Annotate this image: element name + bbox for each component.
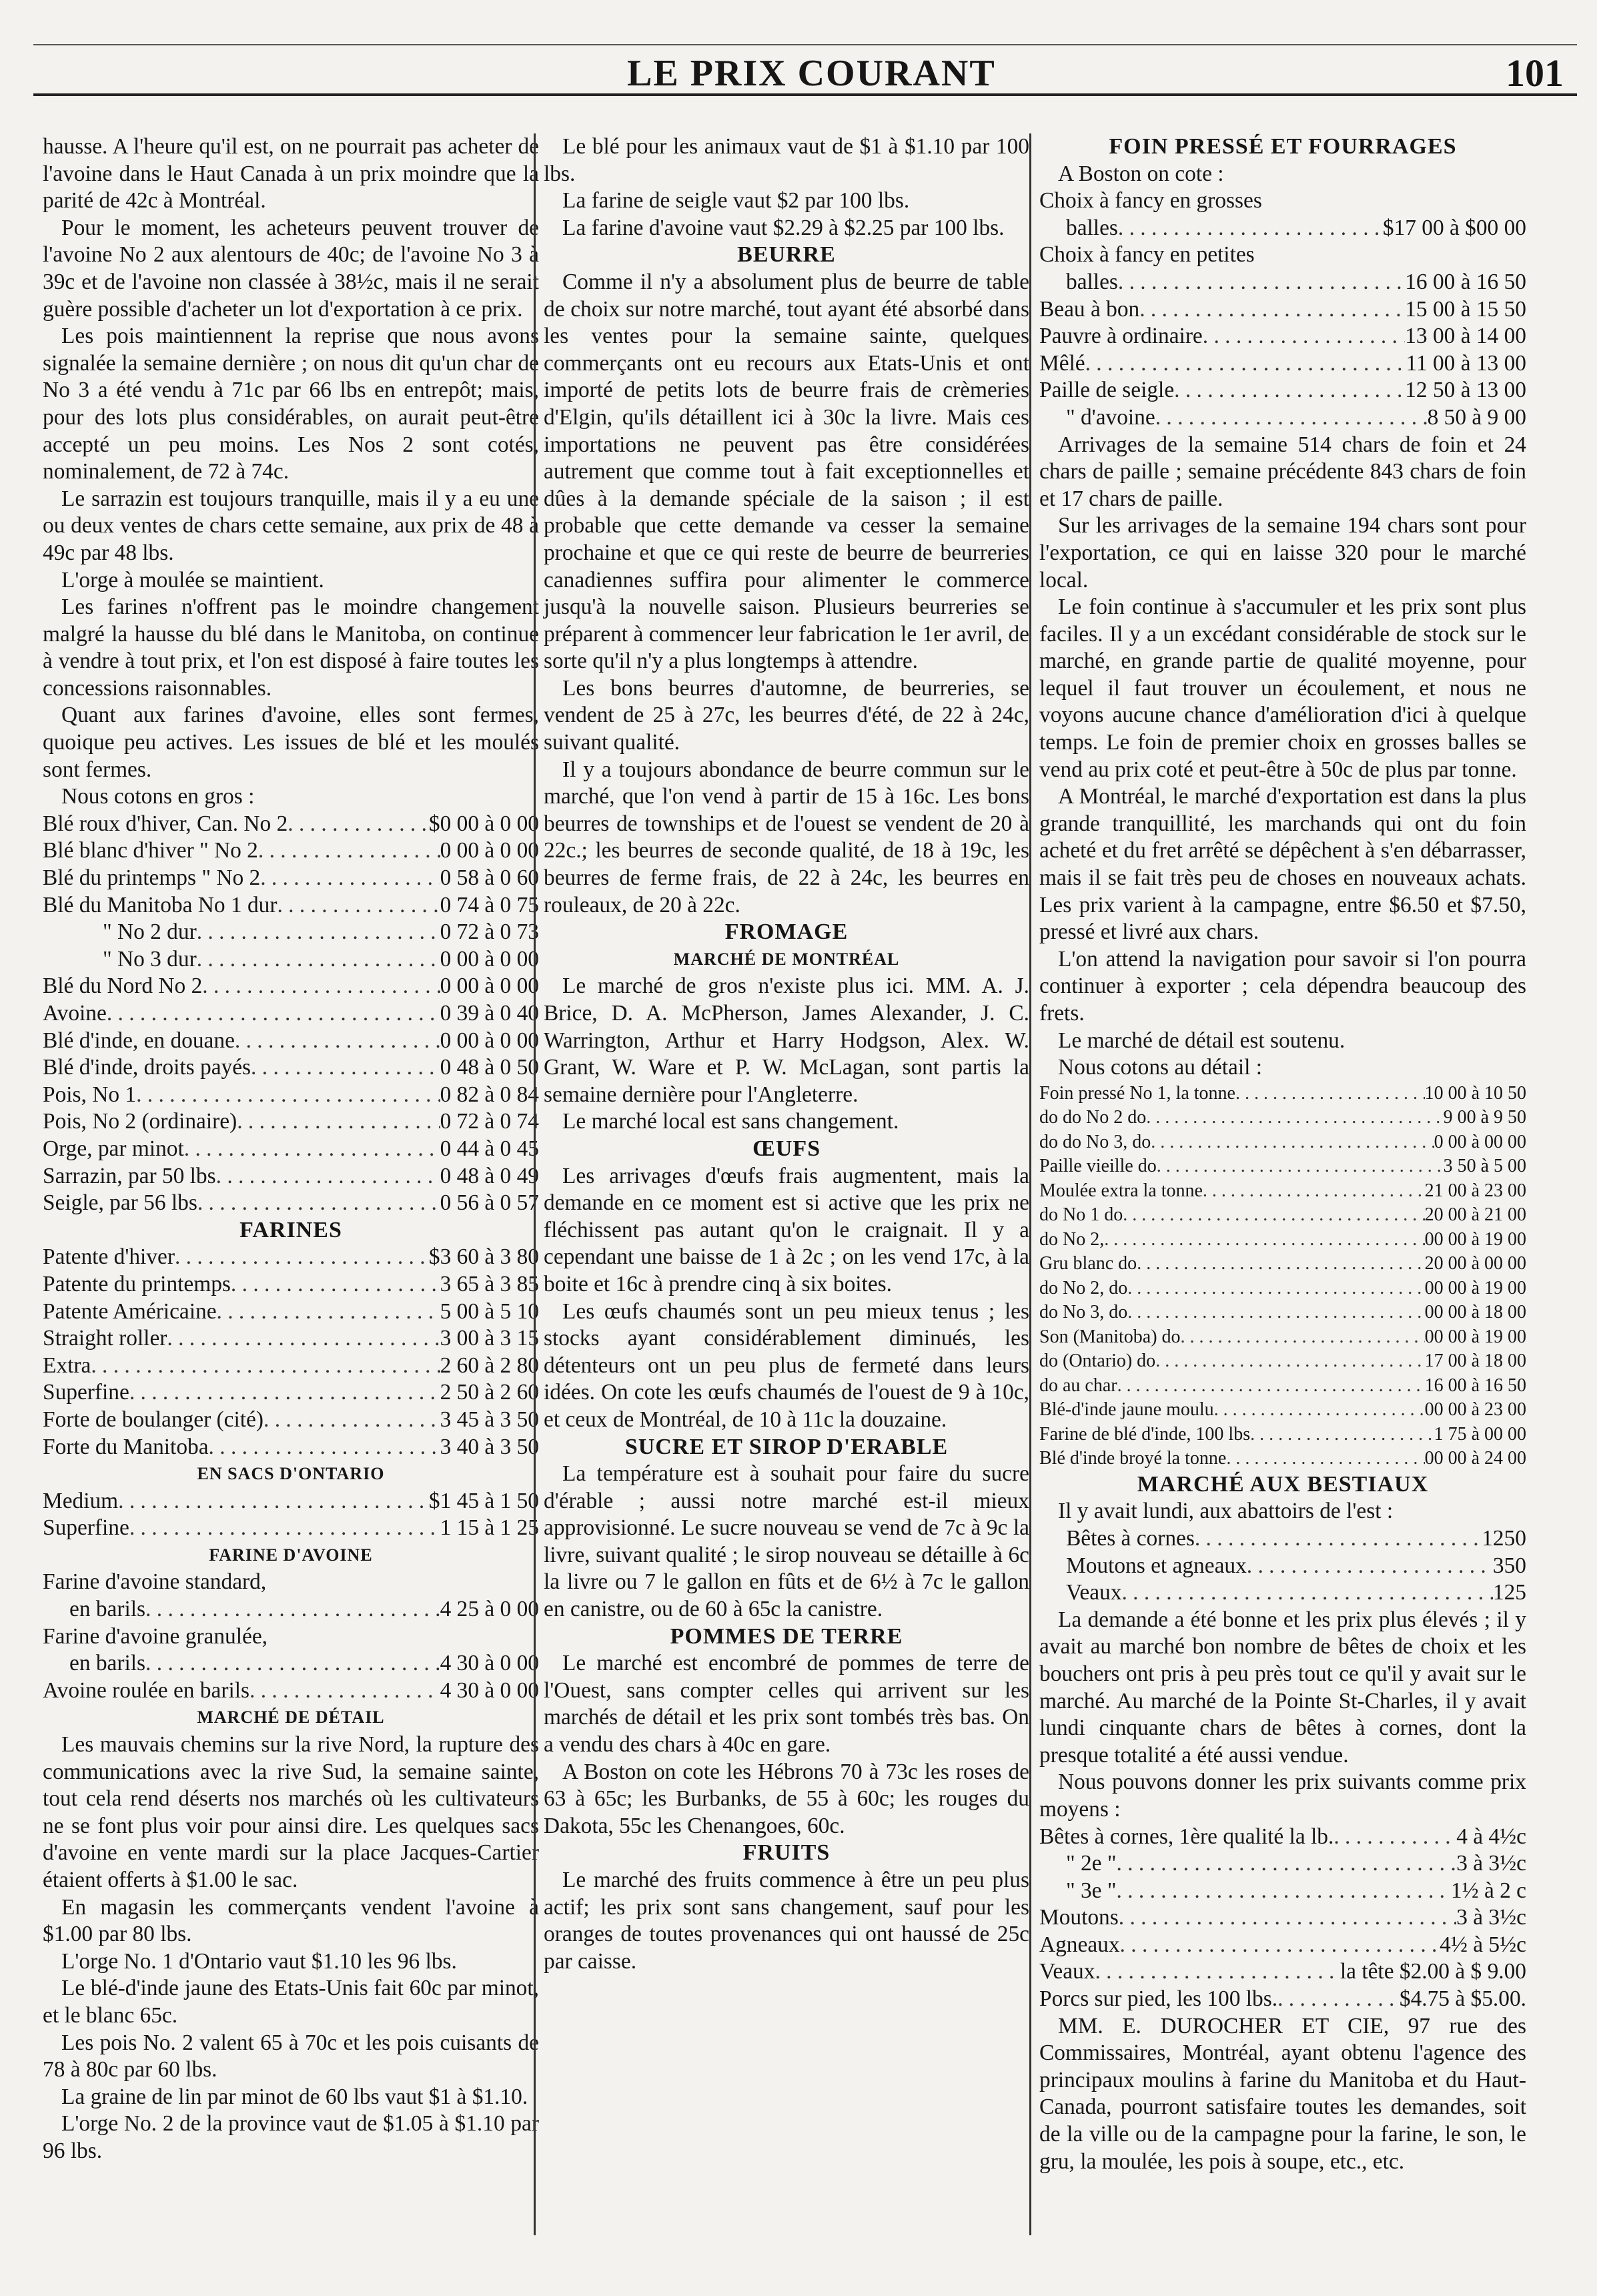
price-label: do do No 3, do	[1039, 1131, 1151, 1152]
price-label: Blé d'inde broyé la tonne	[1039, 1448, 1227, 1469]
section-heading: FROMAGE	[724, 919, 849, 945]
price-value: 21 00 à 23 00	[1424, 1180, 1526, 1201]
price-value: 3 00 à 3 15	[440, 1326, 539, 1351]
price-row	[1039, 323, 1526, 350]
price-row	[43, 1353, 539, 1380]
price-value: 0 56 à 0 57	[440, 1190, 539, 1216]
paragraph: Nous cotons au détail :	[1058, 1055, 1263, 1080]
paragraph: Les mauvais chemins sur la rive Nord, la rupture des communications avec la rive Sud, la semaine sainte, tout cela rend déserts nos marchés où les cultivateurs ne se font plus voir pour ainsi dire. Les quelques sacs d'avoine en vente mardi sur la place Jacques-Cartier étaient offerts à $1.00 le sac.	[43, 1732, 539, 1892]
price-label: en barils	[69, 1651, 146, 1676]
price-row	[43, 1407, 539, 1434]
section-heading: FRUITS	[742, 1840, 831, 1866]
paragraph: La farine d'avoine vaut $2.29 à $2.25 par 100 lbs.	[562, 215, 1005, 240]
price-label: Choix à fancy en petites	[1039, 242, 1255, 268]
price-value: 16 00 à 16 50	[1405, 269, 1526, 294]
price-label: " No 3 dur	[103, 946, 197, 972]
paragraph: La température est à souhait pour faire du sucre d'érable ; aussi notre marché est-il mieux approvisionné. Le sucre nouveau se vend de 7c à 9c la livre, suivant qualité ; le sirop nouveau se détaille à 6c la livre ou 7 le gallon en fûts et de 6½ à 7c le gallon en canistre, ou de 60 à 65c la canistre.	[544, 1461, 1029, 1622]
price-label: Son (Manitoba) do	[1039, 1326, 1181, 1347]
price-row	[43, 1650, 539, 1677]
price-value: $3 60 à 3 80	[428, 1244, 539, 1270]
price-value: 0 44 à 0 45	[440, 1136, 539, 1161]
paragraph: Le sarrazin est toujours tranquille, mais il y a eu une ou deux ventes de chars cette semaine, aux prix de 48 à 49c par 48 lbs.	[43, 486, 539, 565]
price-label: do No 3, do	[1039, 1302, 1128, 1323]
price-value: 00 00 à 19 00	[1424, 1277, 1526, 1298]
price-value: 20 00 à 21 00	[1424, 1204, 1526, 1226]
price-label: Pauvre à ordinaire	[1039, 324, 1203, 349]
price-row	[43, 1677, 539, 1705]
price-row	[43, 1488, 539, 1515]
price-row	[43, 865, 539, 892]
price-value: 13 00 à 14 00	[1405, 324, 1526, 349]
price-row	[1039, 1374, 1526, 1399]
header-rule	[33, 93, 1577, 96]
price-value: 5 00 à 5 10	[440, 1298, 539, 1324]
price-value: 4 30 à 0 00	[440, 1651, 539, 1676]
price-value: 2 50 à 2 60	[440, 1380, 539, 1405]
paragraph: Les pois No. 2 valent 65 à 70c et les pois cuisants de 78 à 80c par 60 lbs.	[43, 2030, 539, 2082]
section-heading: POMMES DE TERRE	[670, 1623, 903, 1649]
price-value: 0 74 à 0 75	[440, 892, 539, 917]
paragraph: A Montréal, le marché d'exportation est dans la plus grande tranquillité, les marchands qui ont du foin acheté et du fret arrêté se dépêchent à s'en débarrasser, mais il se fait très peu de choses en nouveaux achats. Les prix varient à la campagne, entre $6.50 et $7.50, pressé et livré aux chars.	[1039, 784, 1526, 945]
price-label: balles	[1066, 215, 1118, 240]
paragraph: Pour le moment, les acheteurs peuvent trouver de l'avoine No 2 aux alentours de 40c; de l'avoine No 3 à 39c et de l'avoine non classée à 38½c, mais il ne serait guère possible d'acheter un lot d'exportation à ce prix.	[43, 215, 539, 322]
paragraph: La graine de lin par minot de 60 lbs vaut $1 à $1.10.	[61, 2084, 528, 2109]
paragraph: Quant aux farines d'avoine, elles sont fermes, quoique peu actives. Les issues de blé et les moulés sont fermes.	[43, 703, 539, 782]
price-value: 3 à 3½c	[1456, 1905, 1526, 1930]
section-subheading: MARCHÉ DE MONTRÉAL	[673, 949, 900, 969]
price-row	[1039, 296, 1526, 324]
price-value: 00 00 à 24 00	[1424, 1448, 1526, 1469]
price-label: do do No 2 do	[1039, 1107, 1147, 1128]
price-value: 0 72 à 0 74	[440, 1109, 539, 1134]
price-label: Blé du printemps " No 2	[43, 865, 261, 891]
price-label: balles	[1066, 269, 1118, 294]
paragraph: Le marché local est sans changement.	[562, 1109, 899, 1134]
price-label: Blé du Nord No 2	[43, 974, 203, 999]
price-value: $0 00 à 0 00	[428, 811, 539, 836]
price-label: Superfine	[43, 1515, 129, 1541]
price-row	[1039, 1154, 1526, 1179]
paragraph: Nous cotons en gros :	[61, 784, 255, 809]
flour-price-list	[43, 1244, 539, 1461]
price-row	[1039, 1203, 1526, 1228]
price-row	[1039, 242, 1526, 269]
paragraph: Le marché de gros n'existe plus ici. MM. A. J. Brice, D. A. McPherson, James Alexander, J. C. Warrington, Arthur et Harry Hodgson, Alex. W. Grant, W. Ware et P. W. McLagan, sont partis la semaine dernière pour l'Angleterre.	[544, 974, 1029, 1107]
price-value: 00 00 à 18 00	[1424, 1302, 1526, 1323]
price-label: Moutons et agneaux	[1066, 1553, 1247, 1578]
price-row	[1039, 1325, 1526, 1350]
paragraph: L'orge à moulée se maintient.	[61, 567, 324, 593]
price-row	[43, 1108, 539, 1136]
price-value: $4.75 à $5.00.	[1399, 1986, 1526, 2012]
price-value: 0 48 à 0 49	[440, 1163, 539, 1188]
price-label: Superfine	[43, 1380, 129, 1405]
price-row	[43, 1623, 539, 1651]
price-row	[1039, 1878, 1526, 1905]
price-value: 00 00 à 23 00	[1424, 1399, 1526, 1421]
price-value: 0 00 à 0 00	[440, 1028, 539, 1053]
price-row	[43, 1000, 539, 1028]
price-label: Farine d'avoine standard,	[43, 1569, 267, 1595]
price-row	[1039, 187, 1526, 215]
price-value: 9 00 à 9 50	[1443, 1107, 1526, 1128]
price-row	[1039, 1447, 1526, 1471]
price-label: Farine de blé d'inde, 100 lbs	[1039, 1423, 1251, 1445]
price-row	[43, 1325, 539, 1353]
price-row	[1039, 1553, 1526, 1580]
section-heading: ŒUFS	[752, 1136, 821, 1161]
price-label: Moutons	[1039, 1905, 1119, 1930]
price-row	[1039, 377, 1526, 404]
price-value: 4 30 à 0 00	[440, 1677, 539, 1703]
price-value: 20 00 à 00 00	[1424, 1253, 1526, 1274]
price-label: Agneaux	[1039, 1932, 1120, 1957]
price-label: do No 2,	[1039, 1228, 1105, 1250]
paragraph: Arrivages de la semaine 514 chars de foin et 24 chars de paille ; semaine précédente 843 chars de foin et 17 chars de paille.	[1039, 432, 1526, 511]
price-value: 125	[1492, 1580, 1526, 1605]
price-row	[43, 1569, 539, 1596]
price-label: Blé roux d'hiver, Can. No 2	[43, 811, 288, 836]
price-label: Avoine roulée en barils	[43, 1677, 249, 1703]
price-row	[43, 1163, 539, 1190]
price-value: 0 82 à 0 84	[440, 1082, 539, 1107]
price-row	[43, 1434, 539, 1461]
price-row	[43, 973, 539, 1000]
price-label: Blé-d'inde jaune moulu	[1039, 1399, 1214, 1421]
paragraph: L'orge No. 1 d'Ontario vaut $1.10 les 96 lbs.	[61, 1948, 457, 1974]
paragraph: Comme il n'y a absolument plus de beurre de table de choix sur notre marché, tout ayant été absorbé dans les ventes pour la semaine sainte, quelques commerçants ont eu recours aux Etats-Unis et ont importé de petits lots de beurre frais de crèmeries d'Elgin, qu'ils détaillent ici à 30c la livre. Mais ces importations ne peuvent pas être considérées autrement que comme tout à fait exceptionnelles et dûes à la demande spéciale de la saison ; il est probable que cette demande va cesser la semaine prochaine et que ce qui reste de beurre de beurreries canadiennes suffira pour alimenter le commerce jusqu'à la nouvelle saison. Plusieurs beurreries se préparent à commencer leur fabrication le 1er avril, de sorte qu'il n'y a plus longtemps à attendre.	[544, 269, 1029, 674]
price-row	[1039, 1850, 1526, 1878]
price-value: 00 00 à 19 00	[1424, 1326, 1526, 1347]
price-value: 3 65 à 3 85	[440, 1271, 539, 1296]
price-label: Paille vieille do	[1039, 1156, 1157, 1177]
price-value: 1½ à 2 c	[1450, 1878, 1526, 1903]
price-value: 3 45 à 3 50	[440, 1407, 539, 1432]
grain-price-list	[43, 811, 539, 1217]
price-label: Moulée extra la tonne	[1039, 1180, 1203, 1201]
paragraph: En magasin les commerçants vendent l'avoine à $1.00 par 80 lbs.	[43, 1894, 539, 1947]
price-row	[1039, 1130, 1526, 1155]
price-value: 3 à 3½c	[1456, 1851, 1526, 1876]
price-row	[43, 1515, 539, 1542]
price-value: 4 25 à 0 00	[440, 1597, 539, 1622]
price-row	[1039, 269, 1526, 296]
price-label: Orge, par minot	[43, 1136, 184, 1161]
paragraph: Il y avait lundi, aux abattoirs de l'est :	[1058, 1499, 1394, 1524]
price-label: Veaux	[1039, 1959, 1095, 1984]
page-header	[0, 39, 1597, 99]
price-row	[1039, 1904, 1526, 1932]
price-value: 17 00 à 18 00	[1424, 1351, 1526, 1372]
paragraph: Le marché des fruits commence à être un peu plus actif; les prix sont sans changement, sauf pour les oranges de toutes provenances qui ont haussé de 25c par caisse.	[544, 1868, 1029, 1974]
paragraph: Les œufs chaumés sont un peu mieux tenus ; les stocks ayant considérablement diminués, les détenteurs ont un peu plus de fermeté dans leurs idées. On cote les œufs chaumés de l'ouest de 9 à 10c, et ceux de Montréal, de 10 à 11c la douzaine.	[544, 1298, 1029, 1432]
price-row	[1039, 1349, 1526, 1374]
price-label: en barils	[69, 1597, 146, 1622]
price-row	[43, 919, 539, 946]
price-row	[43, 837, 539, 865]
price-label: Blé d'inde, en douane	[43, 1028, 235, 1053]
price-row	[1039, 1398, 1526, 1423]
price-label: Porcs sur pied, les 100 lbs.	[1039, 1986, 1278, 2012]
page-number: 101	[1506, 51, 1564, 95]
price-row	[1039, 1423, 1526, 1447]
price-value: la tête $2.00 à $ 9.00	[1340, 1959, 1526, 1984]
price-label: Beau à bon	[1039, 296, 1140, 322]
section-subheading: MARCHÉ DE DÉTAIL	[197, 1707, 385, 1728]
price-label: Blé d'inde, droits payés	[43, 1055, 251, 1080]
paragraph: hausse. A l'heure qu'il est, on ne pourrait pas acheter de l'avoine dans le Haut Canada à un prix moindre que la parité de 42c à Montréal.	[43, 134, 539, 214]
price-value: 3 40 à 3 50	[440, 1434, 539, 1459]
price-label: " d'avoine	[1066, 404, 1155, 430]
price-value: 0 00 à 0 00	[440, 838, 539, 863]
price-label: Veaux	[1066, 1580, 1122, 1605]
price-row	[43, 1082, 539, 1109]
price-row	[1039, 1986, 1526, 2013]
paragraph: Le blé-d'inde jaune des Etats-Unis fait 60c par minot, et le blanc 65c.	[43, 1976, 539, 2028]
price-row	[43, 1190, 539, 1217]
price-label: Extra	[43, 1353, 91, 1378]
price-label: " 3e "	[1066, 1878, 1117, 1903]
price-row	[1039, 1958, 1526, 1986]
section-heading: FOIN PRESSÉ ET FOURRAGES	[1109, 134, 1457, 159]
price-row	[1039, 1824, 1526, 1851]
section-heading: MARCHÉ AUX BESTIAUX	[1137, 1471, 1429, 1497]
price-row	[43, 1028, 539, 1055]
price-value: 0 00 à 0 00	[440, 946, 539, 972]
price-row	[1039, 1252, 1526, 1276]
paragraph: A Boston on cote :	[1058, 161, 1224, 186]
price-row	[1039, 1932, 1526, 1959]
price-value: 0 39 à 0 40	[440, 1001, 539, 1026]
price-label: Bêtes à cornes, 1ère qualité la lb.	[1039, 1824, 1334, 1849]
price-label: do No 1 do	[1039, 1204, 1123, 1226]
paragraph: Le foin continue à s'accumuler et les prix sont plus faciles. Il y a un excédant considérable de stock sur le marché, en grande partie de qualité moyenne, pour lequel il faut trouver un écoulement, et nous ne voyons aucune chance d'amélioration d'ici à quelque temps. Le foin de premier choix en grosses balles se vend au prix coté et peut-être à 50c de plus par tonne.	[1039, 595, 1526, 782]
price-label: Mêlé	[1039, 350, 1085, 376]
price-row	[1039, 1228, 1526, 1252]
price-label: Gru blanc do	[1039, 1253, 1137, 1274]
paragraph: La demande a été bonne et les prix plus élevés ; il y avait au marché bon nombre de bêtes de choix et les bouchers ont pris à peu près tout ce qu'il y avait sur le marché. Au marché de la Pointe St-Charles, il y avait lundi cinquante chars de bêtes à cornes, dont la presque totalité a été aussi vendue.	[1039, 1607, 1526, 1768]
paragraph: Le marché de détail est soutenu.	[1058, 1028, 1346, 1053]
price-label: Forte de boulanger (cité)	[43, 1407, 263, 1432]
paragraph: Le marché est encombré de pommes de terre de l'Ouest, sans compter celles qui arrivent sur les marchés de détail et les prix sont tombés très bas. On a vendu des chars à 40c en gare.	[544, 1651, 1029, 1758]
price-label: Avoine	[43, 1001, 107, 1026]
price-label: Patente Américaine	[43, 1298, 217, 1324]
price-row	[43, 1271, 539, 1298]
price-label: " No 2 dur	[103, 919, 197, 945]
price-label: Medium	[43, 1488, 119, 1513]
paragraph: Le blé pour les animaux vaut de $1 à $1.10 par 100 lbs.	[544, 134, 1029, 186]
price-value: 4½ à 5½c	[1440, 1932, 1526, 1957]
price-label: Blé blanc d'hiver " No 2	[43, 838, 258, 863]
price-row	[1039, 215, 1526, 242]
paragraph: L'orge No. 2 de la province vaut de $1.05 à $1.10 par 96 lbs.	[43, 2111, 539, 2163]
price-value: 8 50 à 9 00	[1427, 404, 1526, 430]
paragraph: Les pois maintiennent la reprise que nous avons signalée la semaine dernière ; on nous dit qu'un char de No 3 a été vendu à 71c par 66 lbs en entrepôt; mais, pour des lots plus considérables, on aurait peut-être accepté un peu moins. Les Nos 2 sont cotés, nominalement, de 72 à 74c.	[43, 324, 539, 484]
price-row	[1039, 1525, 1526, 1553]
price-label: Patente d'hiver	[43, 1244, 175, 1270]
section-heading: FARINES	[239, 1217, 342, 1242]
price-value: $1 45 à 1 50	[428, 1488, 539, 1513]
paragraph: Sur les arrivages de la semaine 194 chars sont pour l'exportation, ce qui en laisse 320 pour le marché local.	[1039, 513, 1526, 593]
paragraph: Les arrivages d'œufs frais augmentent, mais la demande en ce moment est si active que les prix ne fléchissent pas autant qu'on le craignait. Il y a cependant une baisse de 1 à 2c ; on les vend 17c, à la boite et 16c à prendre cinq à six boites.	[544, 1163, 1029, 1296]
price-row	[1039, 1276, 1526, 1301]
price-label: Foin pressé No 1, la tonne	[1039, 1082, 1235, 1104]
retail-price-list	[1039, 1082, 1526, 1471]
price-label: Pois, No 2 (ordinaire)	[43, 1109, 237, 1134]
price-label: Choix à fancy en grosses	[1039, 188, 1262, 214]
price-label: Farine d'avoine granulée,	[43, 1623, 268, 1649]
paragraph: La farine de seigle vaut $2 par 100 lbs.	[562, 188, 910, 214]
paragraph: Les bons beurres d'automne, de beurreries, se vendent de 25 à 27c, les beurres d'été, de 22 à 24c, suivant qualité.	[544, 675, 1029, 755]
paragraph: Les farines n'offrent pas le moindre changement malgré la hausse du blé dans le Manitoba, on continue à vendre à tout prix, et l'on est disposé à faire toutes les concessions raisonnables.	[43, 595, 539, 701]
paragraph: L'on attend la navigation pour savoir si l'on pourra continuer à exporter ; cela dépendra beaucoup des frets.	[1039, 946, 1526, 1026]
price-label: Bêtes à cornes	[1066, 1525, 1195, 1551]
price-row	[43, 811, 539, 838]
price-row	[43, 1054, 539, 1082]
advertisement: MM. E. DUROCHER ET CIE, 97 rue des Commissaires, Montréal, ayant obtenu l'agence des principaux moulins à farine du Manitoba et du Haut-Canada, pourront satisfaire toutes les demandes, soit de la ville ou de la campagne pour la farine, le son, le gru, la moulée, les pois à soupe, etc., etc.	[1039, 2013, 1526, 2174]
price-value: 1250	[1482, 1525, 1526, 1551]
column-1	[43, 133, 539, 2165]
price-row	[43, 1379, 539, 1407]
price-value: 2 60 à 2 80	[440, 1353, 539, 1378]
price-label: Forte du Manitoba	[43, 1434, 209, 1459]
price-row	[1039, 1179, 1526, 1204]
price-row	[1039, 1579, 1526, 1607]
price-label: Blé du Manitoba No 1 dur	[43, 892, 278, 917]
price-value: 0 00 à 00 00	[1434, 1131, 1526, 1152]
price-value: 3 50 à 5 00	[1443, 1156, 1526, 1177]
price-row	[43, 1298, 539, 1326]
price-value: 350	[1492, 1553, 1526, 1578]
price-row	[43, 1244, 539, 1271]
price-label: Pois, No 1	[43, 1082, 137, 1107]
price-row	[43, 892, 539, 919]
section-subheading: FARINE D'AVOINE	[209, 1545, 373, 1565]
column-3	[1029, 133, 1526, 2235]
paragraph: A Boston on cote les Hébrons 70 à 73c les roses de 63 à 65c; les Burbanks, de 55 à 60c; les rouges du Dakota, 55c les Chenangoes, 60c.	[544, 1759, 1029, 1838]
price-row	[1039, 1106, 1526, 1130]
price-value: 11 00 à 13 00	[1406, 350, 1526, 376]
price-value: 10 00 à 10 50	[1424, 1082, 1526, 1104]
paragraph: Il y a toujours abondance de beurre commun sur le marché, que l'on vend à partir de 15 à 16c. Les bons beurres de townships et de l'ouest se vendent de 20 à 22c.; les beurres de seconde qualité, de 18 à 19c, les beurres de ferme frais, de 22 à 24c, les beurres en rouleaux, de 20 à 22c.	[544, 757, 1029, 917]
price-row	[1039, 1082, 1526, 1106]
price-label: Straight roller	[43, 1326, 167, 1351]
column-2	[534, 133, 1029, 2235]
price-row	[43, 946, 539, 974]
price-value: 00 00 à 19 00	[1424, 1228, 1526, 1250]
price-label: Paille de seigle	[1039, 378, 1175, 403]
price-value: 16 00 à 16 50	[1424, 1375, 1526, 1396]
price-value: 1 15 à 1 25	[440, 1515, 539, 1541]
section-heading: BEURRE	[737, 242, 836, 268]
header-top-rule	[33, 44, 1577, 45]
price-label: do (Ontario) do	[1039, 1351, 1156, 1372]
price-value: 4 à 4½c	[1456, 1824, 1526, 1849]
price-label: Sarrazin, par 50 lbs	[43, 1163, 216, 1188]
price-value: $17 00 à $00 00	[1382, 215, 1526, 240]
price-value: 12 50 à 13 00	[1405, 378, 1526, 403]
price-value: 15 00 à 15 50	[1405, 296, 1526, 322]
price-value: 0 00 à 0 00	[440, 974, 539, 999]
price-row	[1039, 1300, 1526, 1325]
price-label: " 2e "	[1066, 1851, 1117, 1876]
price-row	[1039, 404, 1526, 432]
price-row	[1039, 350, 1526, 378]
journal-title: LE PRIX COURANT	[627, 53, 996, 94]
price-value: 1 75 à 00 00	[1434, 1423, 1526, 1445]
price-label: Seigle, par 56 lbs	[43, 1190, 197, 1216]
price-value: 0 72 à 0 73	[440, 919, 539, 945]
price-label: Patente du printemps	[43, 1271, 231, 1296]
price-value: 0 58 à 0 60	[440, 865, 539, 891]
price-row	[43, 1136, 539, 1163]
price-row	[43, 1596, 539, 1623]
paragraph: Nous pouvons donner les prix suivants comme prix moyens :	[1039, 1770, 1526, 1822]
section-subheading: EN SACS D'ONTARIO	[197, 1464, 385, 1484]
section-heading: SUCRE ET SIROP D'ERABLE	[624, 1434, 949, 1459]
price-value: 0 48 à 0 50	[440, 1055, 539, 1080]
price-label: do au char	[1039, 1375, 1117, 1396]
price-label: do No 2, do	[1039, 1277, 1128, 1298]
